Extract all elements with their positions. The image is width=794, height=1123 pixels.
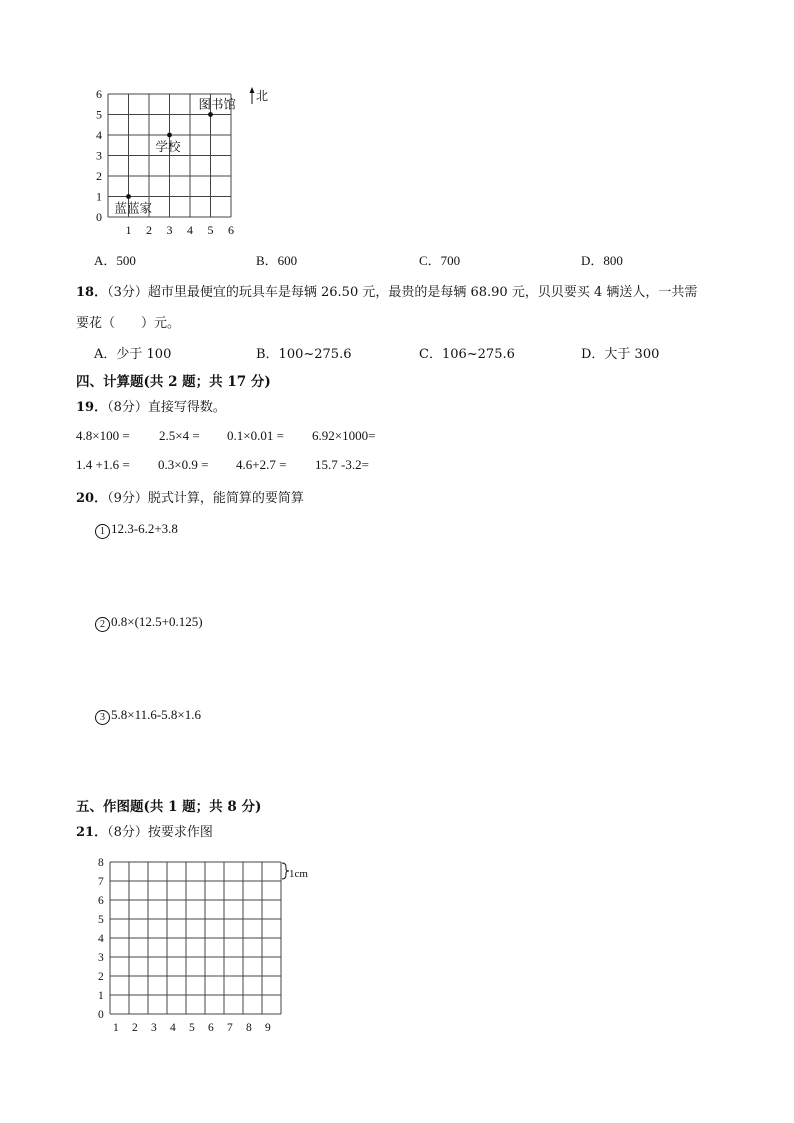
- q21-text: 按要求作图: [147, 825, 213, 840]
- section4-title: 四、计算题(共 2 题；共 17 分): [76, 374, 271, 390]
- x-tick-label: 5: [207, 223, 214, 237]
- q19-expr: 4.8×100 =: [76, 428, 130, 443]
- q17-option-b[interactable]: B．600: [256, 253, 298, 268]
- y-tick-label: 4: [98, 933, 104, 945]
- q19-expr: 6.92×1000=: [312, 428, 376, 443]
- x-tick-label: 2: [146, 223, 152, 237]
- q21-heading: [76, 821, 213, 840]
- q18-option-b[interactable]: B．100~275.6: [256, 347, 352, 362]
- q20-heading: [76, 487, 304, 506]
- scale-brace-icon: [282, 863, 289, 879]
- q19-expr: 15.7 -3.2=: [315, 457, 369, 472]
- q17-options: [94, 250, 754, 268]
- q19-expr: 2.5×4 =: [159, 428, 200, 443]
- x-tick-label: 9: [265, 1022, 271, 1034]
- place-point: [208, 112, 213, 117]
- y-tick-label: 7: [98, 876, 104, 888]
- q18-text-2: 要花（ ）元。: [76, 316, 181, 331]
- circled-number-icon: 1: [95, 524, 110, 539]
- drawing-y-ticks: [98, 857, 104, 1021]
- place-label: 蓝蓝家: [114, 201, 153, 216]
- q19-text: 直接写得数。: [147, 400, 226, 415]
- y-tick-label: 8: [98, 857, 104, 869]
- q18-score: （3分）: [107, 285, 148, 300]
- q17-option-a[interactable]: A．500: [94, 253, 136, 268]
- y-tick-label: 0: [96, 210, 102, 224]
- q20-expr: 5.8×11.6-5.8×1.6: [111, 707, 202, 722]
- x-tick-label: 2: [132, 1022, 138, 1034]
- x-tick-label: 7: [227, 1022, 233, 1034]
- q19-expr: 0.1×0.01 =: [227, 428, 284, 443]
- y-tick-label: 1: [96, 189, 102, 204]
- map-grid-figure: [90, 84, 290, 240]
- q20-expr: 12.3-6.2+3.8: [111, 521, 178, 536]
- drawing-x-ticks: [113, 1022, 271, 1034]
- q19-number: 19．: [76, 400, 108, 415]
- y-tick-label: 0: [98, 1009, 104, 1021]
- x-tick-label: 1: [113, 1022, 119, 1034]
- q17-option-c[interactable]: C．700: [419, 253, 461, 268]
- x-tick-label: 1: [125, 223, 132, 237]
- place-point: [126, 194, 131, 199]
- y-tick-label: 3: [96, 148, 102, 163]
- q18-number: 18．: [76, 285, 108, 300]
- scale-label: 1cm: [289, 868, 308, 880]
- y-tick-label: 2: [98, 971, 104, 983]
- q20-expr: 0.8×(12.5+0.125): [111, 614, 203, 629]
- q19-score: （8分）: [107, 400, 148, 415]
- q18-option-d[interactable]: D．大于 300: [581, 347, 660, 362]
- q19-expr: 1.4 +1.6 =: [76, 457, 130, 472]
- y-tick-label: 4: [96, 128, 102, 142]
- north-arrow-head-icon: [250, 87, 255, 93]
- q20-score: （9分）: [107, 491, 148, 506]
- x-tick-label: 3: [166, 223, 173, 237]
- place-point: [167, 133, 172, 138]
- q18-text-1: 超市里最便宜的玩具车是每辆 26.50 元，最贵的是每辆 68.90 元，贝贝要买 4 辆送人，一共需: [147, 285, 698, 300]
- section5-title: 五、作图题(共 1 题；共 8 分): [76, 799, 262, 815]
- x-tick-label: 6: [208, 1022, 214, 1034]
- x-tick-label: 4: [170, 1022, 176, 1034]
- drawing-grid-figure: [92, 853, 332, 1035]
- q18-option-a[interactable]: A．少于 100: [94, 347, 172, 362]
- x-tick-label: 3: [151, 1022, 157, 1034]
- map-grid-lines: [108, 94, 231, 217]
- circled-number-icon: 3: [95, 710, 110, 725]
- q19-expr: 0.3×0.9 =: [158, 457, 209, 472]
- q19-row-1: [76, 428, 476, 446]
- circled-number-icon: 2: [95, 617, 110, 632]
- q18-option-c[interactable]: C．106~275.6: [419, 347, 515, 362]
- y-tick-label: 5: [98, 914, 104, 926]
- q18-line1: [76, 281, 697, 300]
- x-tick-label: 5: [189, 1022, 195, 1034]
- place-label: 图书馆: [198, 97, 237, 112]
- map-y-ticks: [96, 87, 102, 224]
- x-tick-label: 8: [246, 1022, 252, 1034]
- map-x-ticks: [126, 223, 235, 237]
- q20-item-3: [95, 707, 201, 725]
- y-tick-label: 6: [98, 895, 104, 907]
- x-tick-label: 4: [187, 223, 193, 237]
- y-tick-label: 2: [96, 169, 102, 183]
- place-label: 学校: [155, 140, 181, 154]
- q19-row-2: [76, 457, 476, 475]
- q19-expr: 4.6+2.7 =: [236, 457, 287, 472]
- y-tick-label: 3: [98, 952, 104, 964]
- q21-score: （8分）: [107, 825, 148, 840]
- q19-heading: [76, 396, 226, 415]
- y-tick-label: 6: [96, 87, 102, 101]
- y-tick-label: 1: [98, 990, 104, 1002]
- q17-option-d[interactable]: D．800: [581, 253, 623, 268]
- north-label: 北: [256, 89, 269, 103]
- q20-number: 20．: [76, 491, 108, 506]
- q21-number: 21．: [76, 825, 108, 840]
- q18-options: [94, 343, 754, 361]
- y-tick-label: 5: [96, 107, 102, 122]
- q18-line2: [76, 312, 180, 331]
- q20-item-1: [95, 521, 178, 539]
- q20-item-2: [95, 614, 203, 632]
- q20-text: 脱式计算，能简算的要简算: [147, 491, 304, 506]
- drawing-grid-lines: [110, 862, 281, 1014]
- x-tick-label: 6: [228, 223, 234, 237]
